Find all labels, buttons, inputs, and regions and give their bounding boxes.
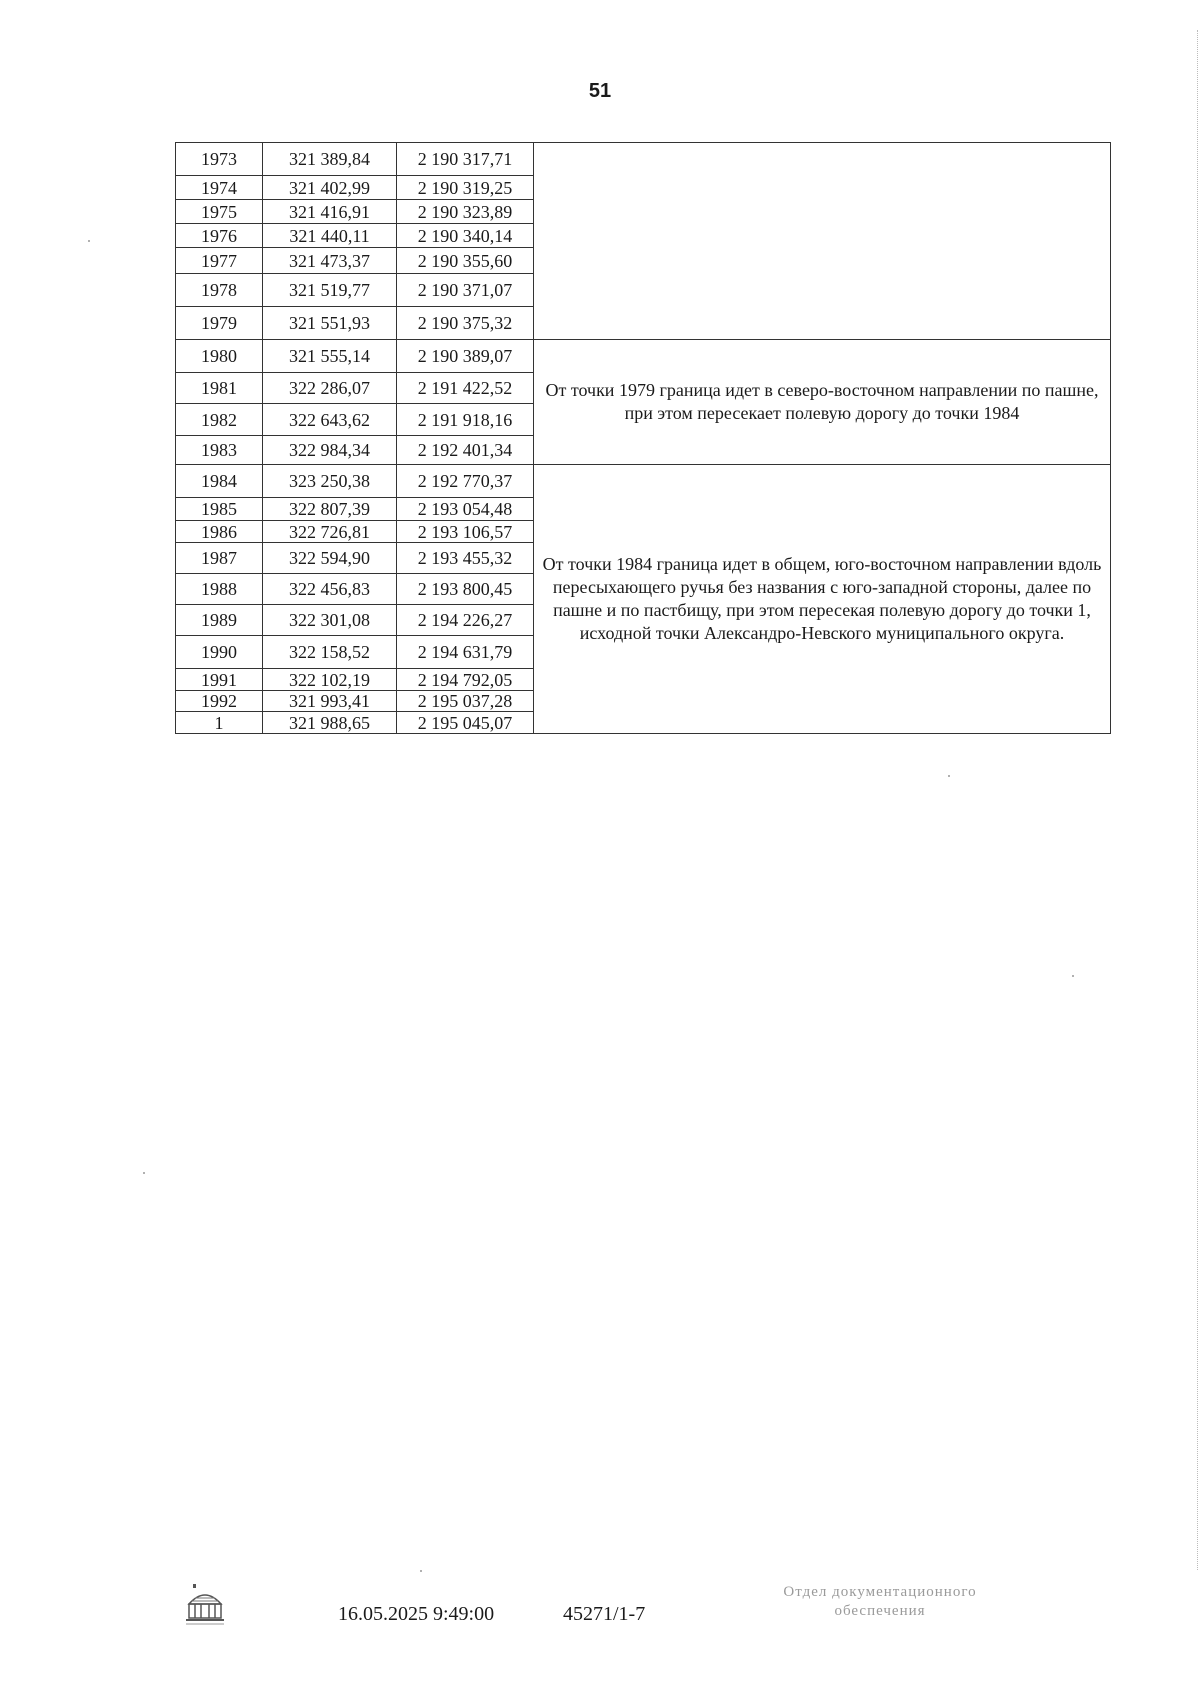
coord-y: 2 190 317,71 [397, 143, 534, 176]
coord-x: 322 726,81 [263, 521, 397, 543]
point-number: 1984 [176, 465, 263, 498]
coord-y: 2 193 054,48 [397, 498, 534, 521]
coord-y: 2 193 800,45 [397, 574, 534, 605]
department-stamp [735, 1583, 1025, 1621]
coord-y: 2 192 770,37 [397, 465, 534, 498]
coord-x: 322 158,52 [263, 636, 397, 669]
point-number: 1992 [176, 691, 263, 712]
coord-x: 321 389,84 [263, 143, 397, 176]
boundary-description: От точки 1979 граница идет в северо-восточном направлении по пашне, при этом пересекает полевую дорогу до точки 1984 [534, 340, 1111, 465]
point-number: 1976 [176, 224, 263, 248]
page-number: 51 [588, 80, 612, 102]
coord-x: 322 594,90 [263, 543, 397, 574]
point-number: 1980 [176, 340, 263, 373]
coord-x: 322 807,39 [263, 498, 397, 521]
coord-x: 321 402,99 [263, 176, 397, 200]
scan-edge-line [1195, 30, 1198, 1570]
emblem-logo-icon [183, 1582, 227, 1626]
coord-y: 2 190 319,25 [397, 176, 534, 200]
coord-x: 322 286,07 [263, 373, 397, 404]
coord-y: 2 194 792,05 [397, 669, 534, 691]
coord-x: 322 301,08 [263, 605, 397, 636]
scan-speck [948, 775, 950, 777]
coord-x: 321 416,91 [263, 200, 397, 224]
boundary-description: От точки 1984 граница идет в общем, юго-восточном направлении вдоль пересыхающего ручья без названия с юго-западной стороны, далее по пашне и по пастбищу, при этом пересекая полевую дорогу до точки 1, исходной точки Александро-Невского муниципального округа. [534, 465, 1111, 734]
scan-speck [88, 240, 90, 242]
point-number: 1986 [176, 521, 263, 543]
footer-datetime: 16.05.2025 9:49:00 [338, 1603, 495, 1625]
coord-y: 2 194 226,27 [397, 605, 534, 636]
table-row [176, 143, 1111, 176]
boundary-description [534, 143, 1111, 340]
coord-y: 2 190 371,07 [397, 274, 534, 307]
scan-speck [420, 1570, 422, 1572]
point-number: 1987 [176, 543, 263, 574]
coord-y: 2 190 389,07 [397, 340, 534, 373]
coord-y: 2 190 375,32 [397, 307, 534, 340]
coord-x: 322 643,62 [263, 404, 397, 436]
coord-y: 2 190 355,60 [397, 248, 534, 274]
coord-y: 2 193 455,32 [397, 543, 534, 574]
point-number: 1977 [176, 248, 263, 274]
scan-speck [143, 1172, 145, 1174]
point-number: 1975 [176, 200, 263, 224]
coord-y: 2 191 918,16 [397, 404, 534, 436]
coord-y: 2 194 631,79 [397, 636, 534, 669]
point-number: 1982 [176, 404, 263, 436]
point-number: 1989 [176, 605, 263, 636]
point-number: 1983 [176, 436, 263, 465]
stamp-line: обеспечения [834, 1603, 926, 1619]
coord-x: 321 988,65 [263, 712, 397, 734]
point-number: 1973 [176, 143, 263, 176]
coord-x: 322 456,83 [263, 574, 397, 605]
coord-y: 2 191 422,52 [397, 373, 534, 404]
coord-y: 2 195 045,07 [397, 712, 534, 734]
table-row [176, 340, 1111, 373]
coord-y: 2 193 106,57 [397, 521, 534, 543]
coord-x: 323 250,38 [263, 465, 397, 498]
coord-y: 2 192 401,34 [397, 436, 534, 465]
coord-x: 321 555,14 [263, 340, 397, 373]
point-number: 1981 [176, 373, 263, 404]
coord-x: 321 993,41 [263, 691, 397, 712]
point-number: 1974 [176, 176, 263, 200]
footer-doc-code: 45271/1-7 [563, 1603, 646, 1625]
coord-x: 321 551,93 [263, 307, 397, 340]
coord-x: 321 519,77 [263, 274, 397, 307]
coord-x: 321 440,11 [263, 224, 397, 248]
coord-x: 322 102,19 [263, 669, 397, 691]
coord-y: 2 190 323,89 [397, 200, 534, 224]
coord-y: 2 195 037,28 [397, 691, 534, 712]
stamp-line: Отдел документационного [783, 1584, 977, 1600]
point-number: 1991 [176, 669, 263, 691]
coord-x: 321 473,37 [263, 248, 397, 274]
coord-x: 322 984,34 [263, 436, 397, 465]
point-number: 1988 [176, 574, 263, 605]
coord-y: 2 190 340,14 [397, 224, 534, 248]
point-number: 1978 [176, 274, 263, 307]
point-number: 1979 [176, 307, 263, 340]
coordinates-table [175, 142, 1111, 734]
table-row [176, 465, 1111, 498]
point-number: 1 [176, 712, 263, 734]
point-number: 1990 [176, 636, 263, 669]
scan-speck [1072, 975, 1074, 977]
point-number: 1985 [176, 498, 263, 521]
